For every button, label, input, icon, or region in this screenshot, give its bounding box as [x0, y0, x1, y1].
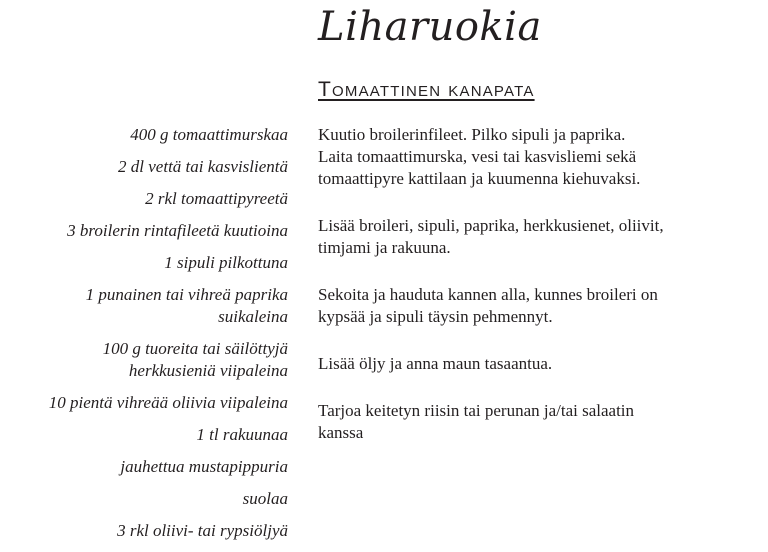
ingredient-text: 2 rkl tomaattipyreetä [145, 189, 288, 208]
instruction-line: timjami ja rakuuna. [318, 238, 451, 257]
ingredient-text: 3 broilerin rintafileetä kuutioina [67, 221, 288, 240]
ingredient-text: 2 dl vettä tai kasvislientä [118, 157, 288, 176]
ingredient-text: 1 sipuli pilkottuna [164, 253, 288, 272]
ingredient-text: 400 g tomaattimurskaa [130, 125, 288, 144]
instruction-line: Lisää öljy ja anna maun tasaantua. [318, 354, 553, 373]
instruction-paragraph [318, 284, 758, 328]
instruction-line: Tarjoa keitetyn riisin tai perunan ja/tai salaatin [318, 401, 635, 420]
ingredient-item [49, 456, 288, 478]
ingredient-text: 10 pientä vihreää oliivia viipaleina [48, 393, 288, 412]
instruction-paragraph [318, 215, 758, 259]
ingredient-text: 100 g tuoreita tai säilöttyjä [102, 339, 288, 358]
instruction-steps [318, 124, 758, 469]
ingredient-item [49, 188, 288, 210]
instruction-paragraph [318, 353, 758, 375]
ingredient-item [49, 220, 288, 242]
ingredient-text: herkkusieniä viipaleina [128, 361, 288, 380]
ingredient-item [49, 338, 288, 382]
section-title: Liharuokia [318, 4, 542, 50]
ingredient-item [49, 392, 288, 414]
instruction-line: Lisää broileri, sipuli, paprika, herkkusienet, oliivit, [318, 216, 664, 235]
ingredient-text: suikaleina [218, 307, 288, 326]
instruction-line: Kuutio broilerinfileet. Pilko sipuli ja paprika. [318, 125, 626, 144]
recipe-title: Tomaattinen kanapata [318, 78, 535, 101]
ingredient-text: 3 rkl oliivi- tai rypsiöljyä [117, 521, 288, 540]
instruction-line: tomaattipyre kattilaan ja kuumenna kiehuvaksi. [318, 169, 641, 188]
instruction-line: kanssa [318, 423, 364, 442]
instruction-paragraph [318, 400, 758, 444]
instruction-line: kypsää ja sipuli täysin pehmennyt. [318, 307, 553, 326]
ingredient-item [49, 252, 288, 274]
ingredient-item [49, 488, 288, 510]
ingredient-list [49, 124, 288, 552]
ingredient-text: 1 tl rakuunaa [196, 425, 288, 444]
ingredient-item [49, 520, 288, 542]
ingredient-item [49, 124, 288, 146]
ingredient-item [49, 424, 288, 446]
instruction-paragraph [318, 124, 758, 190]
ingredient-text: jauhettua mustapippuria [120, 457, 288, 476]
ingredient-text: 1 punainen tai vihreä paprika [85, 285, 288, 304]
instruction-line: Laita tomaattimurska, vesi tai kasvisliemi sekä [318, 147, 637, 166]
ingredient-item [49, 284, 288, 328]
ingredient-item [49, 156, 288, 178]
instruction-line: Sekoita ja hauduta kannen alla, kunnes broileri on [318, 285, 658, 304]
ingredient-text: suolaa [242, 489, 288, 508]
